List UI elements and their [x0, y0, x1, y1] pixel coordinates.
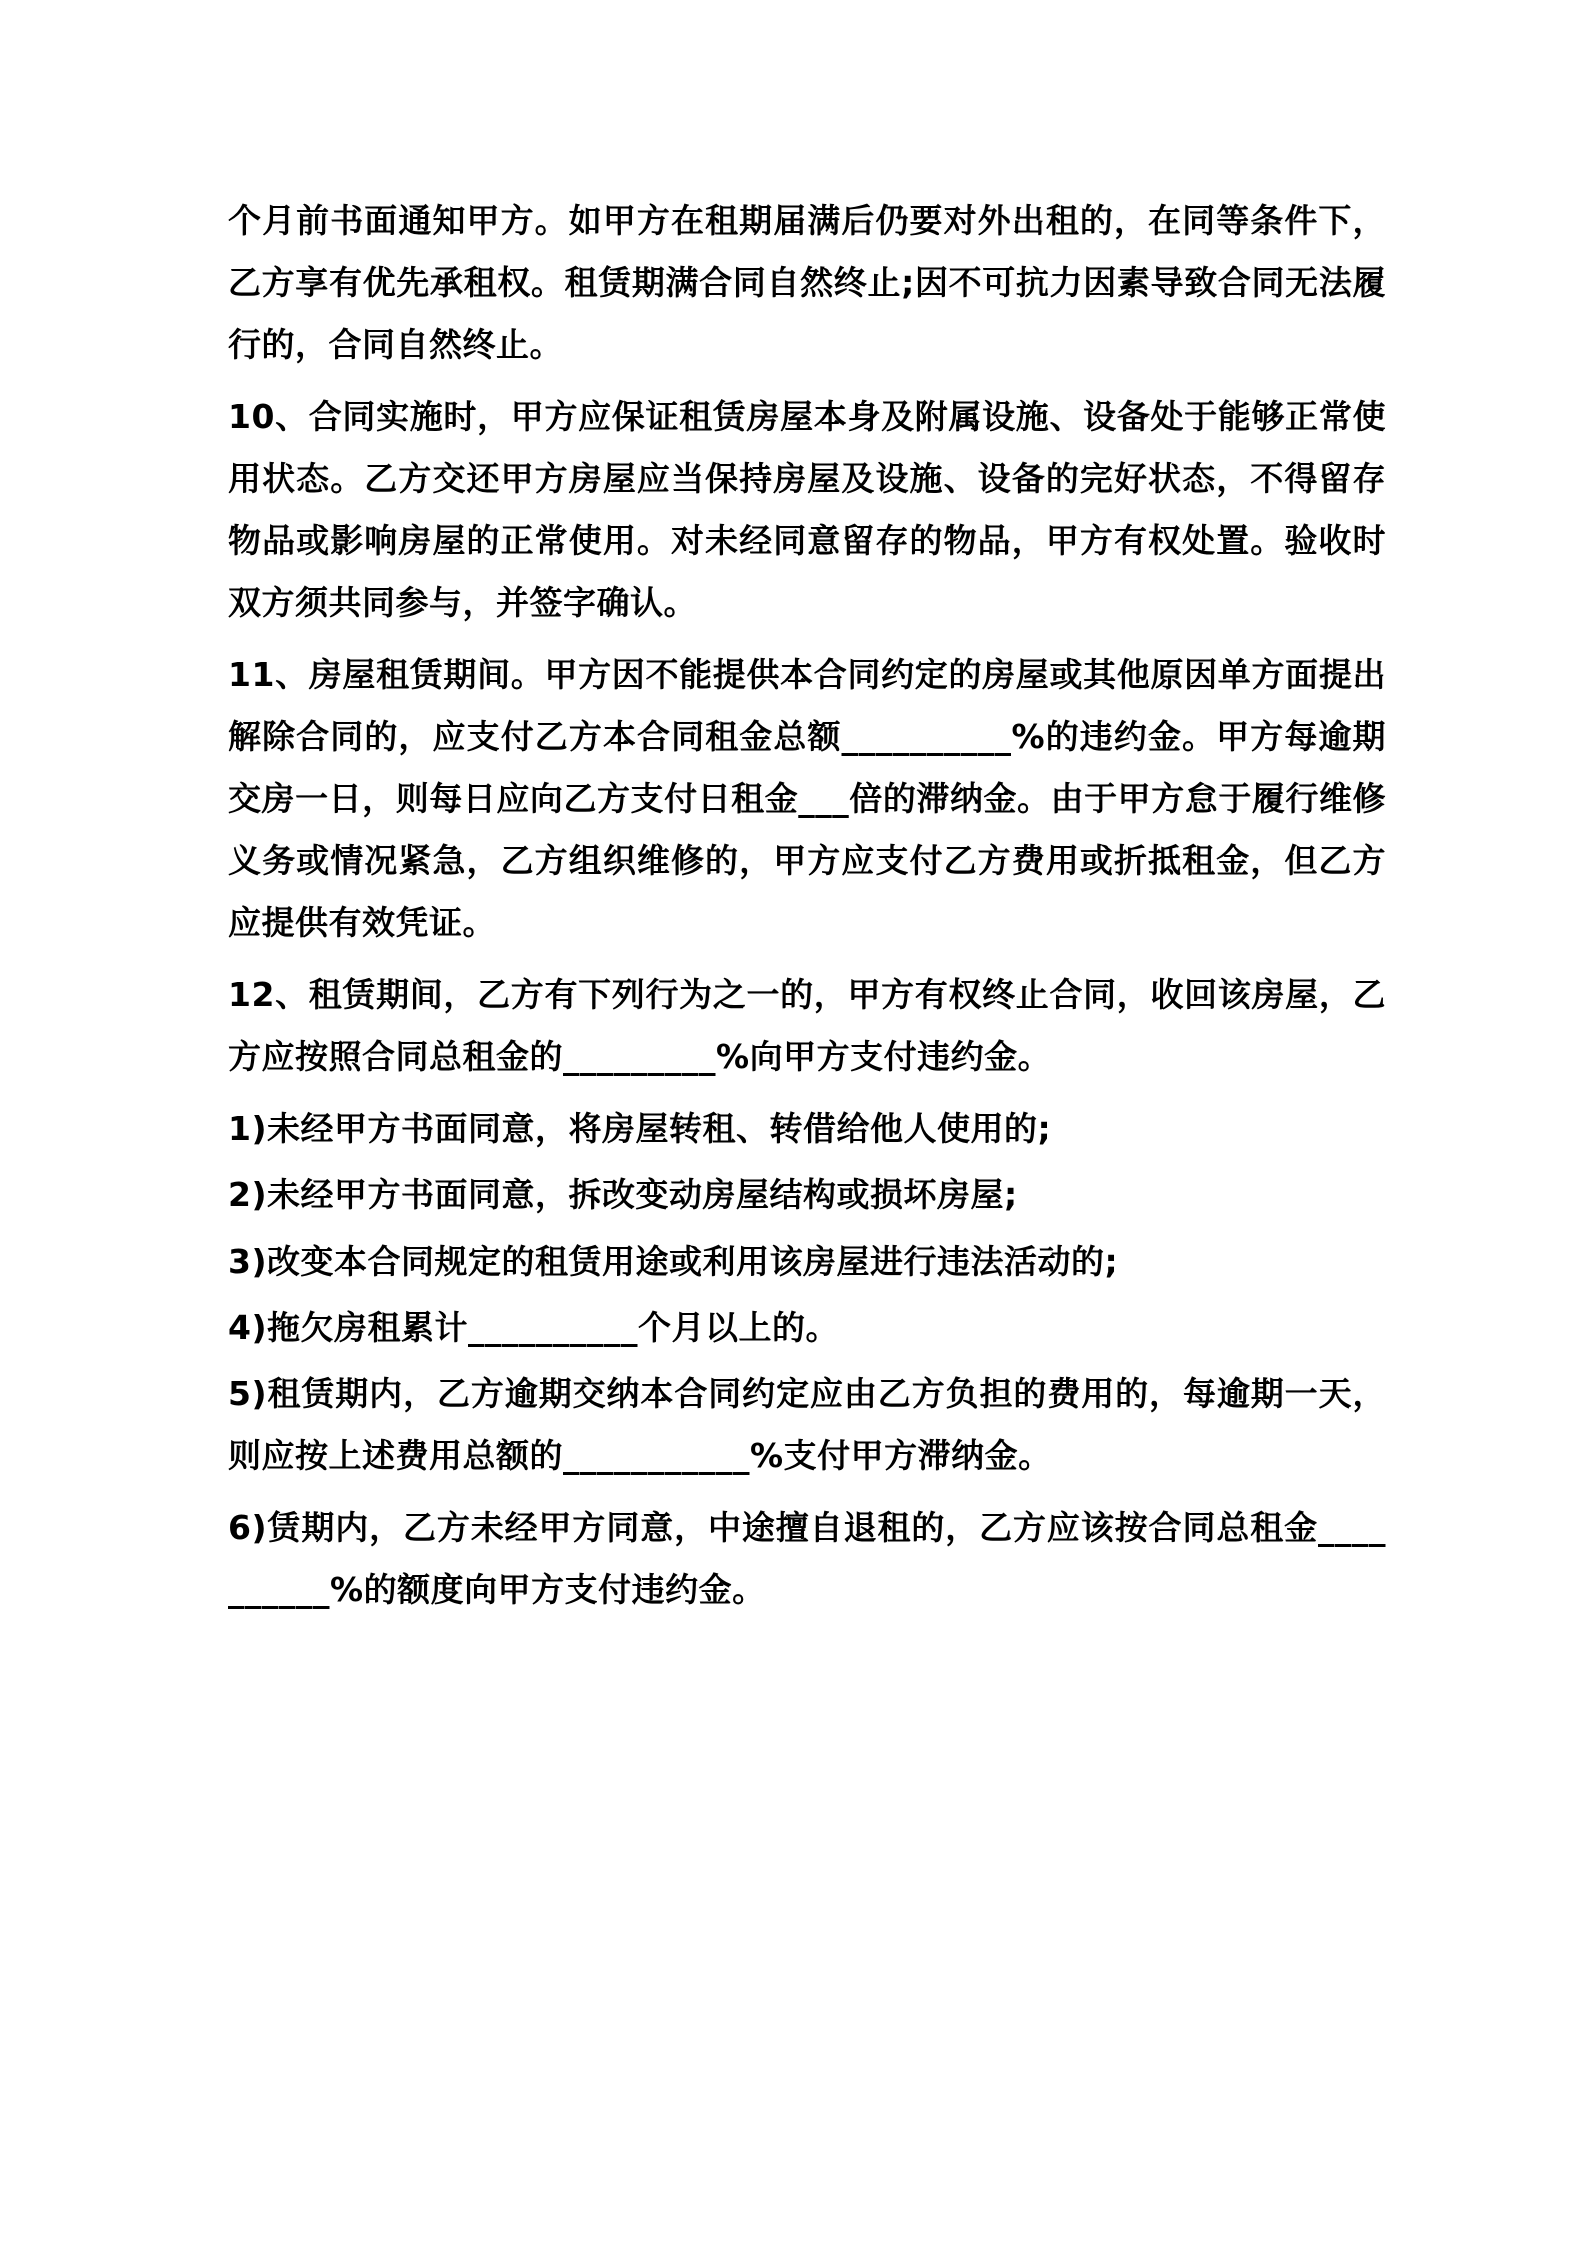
paragraph-item-5: 5)租赁期内，乙方逾期交纳本合同约定应由乙方负担的费用的，每逾期一天，则应按上述费用总额的___________%支付甲方滞纳金。: [228, 1373, 1386, 1475]
paragraph-clause-11: 11、房屋租赁期间。甲方因不能提供本合同约定的房屋或其他原因单方面提出解除合同的，应支付乙方本合同租金总额__________%的违约金。甲方每逾期交房一日，则每日应向乙方支付日租金___倍的滞纳金。由于甲方怠于履行维修义务或情况紧急，乙方组织维修的，甲方应支付乙方费用或折抵租金，但乙方应提供有效凭证。: [228, 655, 1386, 943]
paragraph-item-3: 3)改变本合同规定的租赁用途或利用该房屋进行违法活动的;: [228, 1241, 1119, 1281]
paragraph-item-2: 2)未经甲方书面同意，拆改变动房屋结构或损坏房屋;: [228, 1175, 1018, 1215]
paragraph-item-1: 1)未经甲方书面同意，将房屋转租、转借给他人使用的;: [228, 1109, 1052, 1149]
paragraph-item-6: 6)赁期内，乙方未经甲方同意，中途擅自退租的，乙方应该按合同总租金__________%的额度向甲方支付违约金。: [228, 1507, 1386, 1609]
document-body: [228, 190, 1386, 1621]
paragraph-item-4: 4)拖欠房租累计__________个月以上的。: [228, 1307, 840, 1347]
paragraph-clause-12: 12、租赁期间，乙方有下列行为之一的，甲方有权终止合同，收回该房屋，乙方应按照合同总租金的_________%向甲方支付违约金。: [228, 975, 1386, 1077]
paragraph-continuation: 个月前书面通知甲方。如甲方在租期届满后仍要对外出租的，在同等条件下，乙方享有优先承租权。租赁期满合同自然终止;因不可抗力因素导致合同无法履行的，合同自然终止。: [228, 201, 1386, 365]
paragraph-clause-10: 10、合同实施时，甲方应保证租赁房屋本身及附属设施、设备处于能够正常使用状态。乙方交还甲方房屋应当保持房屋及设施、设备的完好状态，不得留存物品或影响房屋的正常使用。对未经同意留存的物品，甲方有权处置。验收时双方须共同参与，并签字确认。: [228, 397, 1386, 623]
